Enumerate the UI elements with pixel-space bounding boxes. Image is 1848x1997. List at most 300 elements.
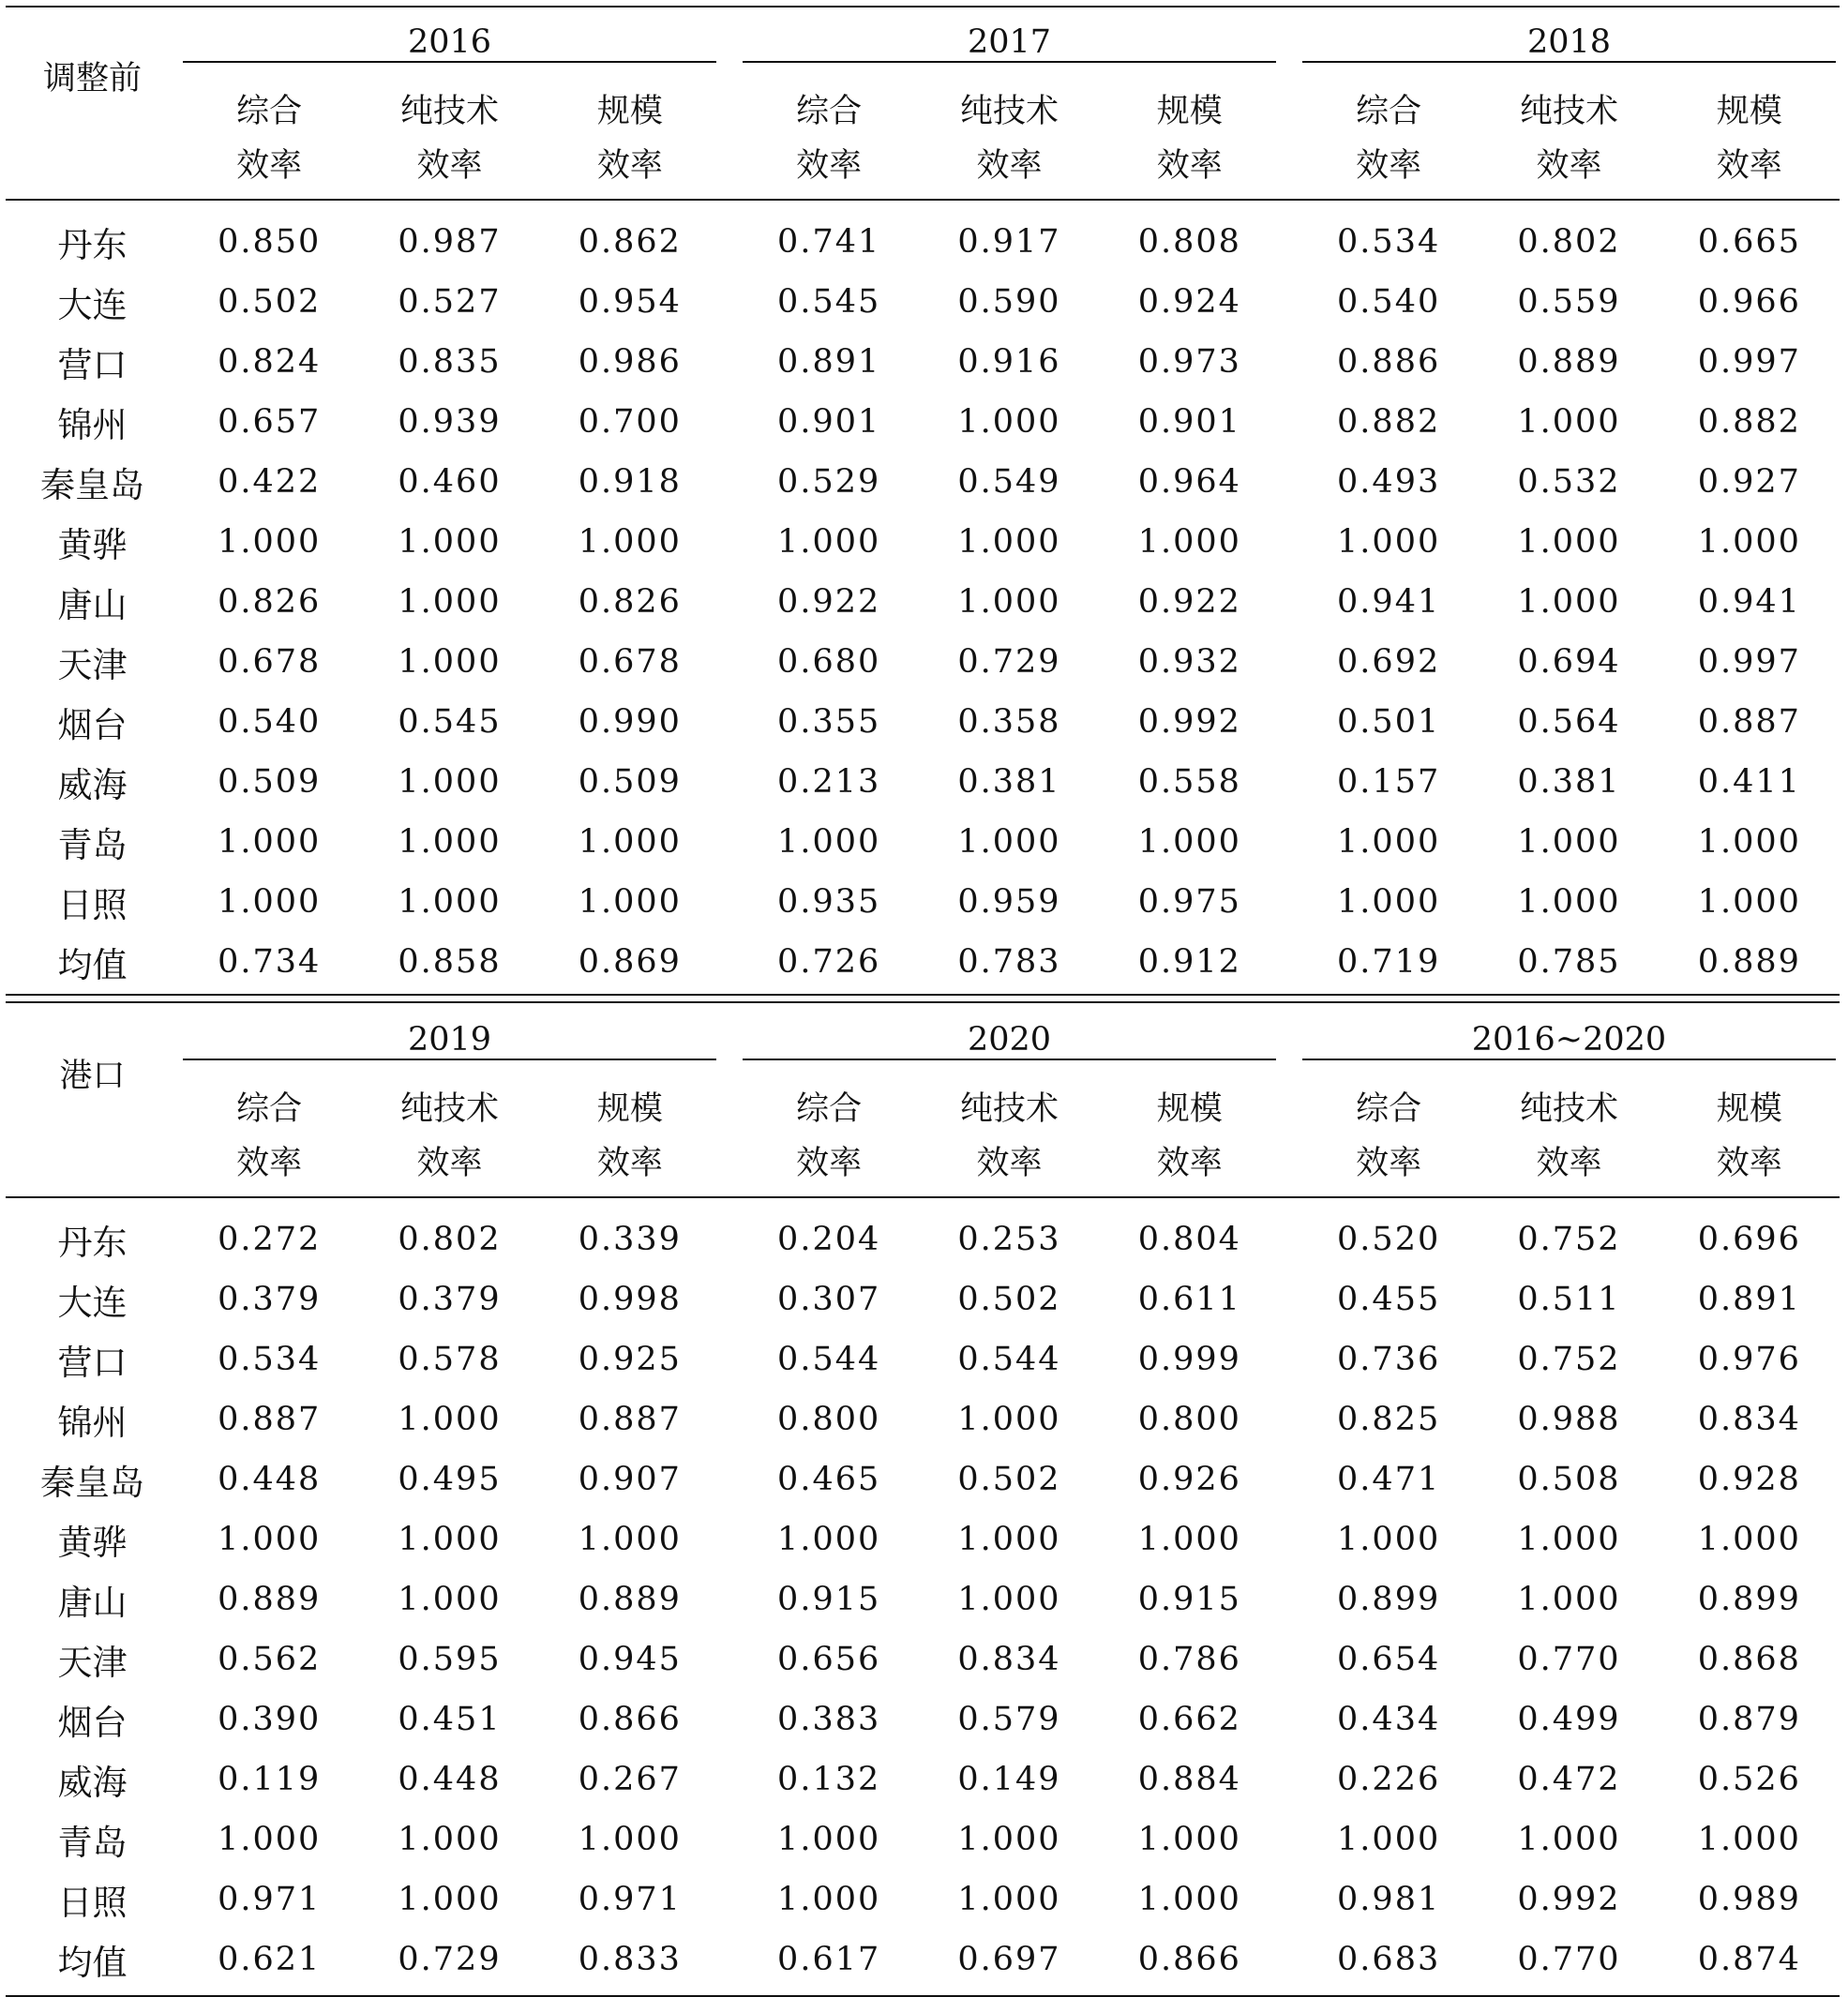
- group-gap: [1280, 692, 1299, 752]
- value-cell: 0.529: [777, 463, 881, 501]
- group-gap: [1280, 1749, 1299, 1809]
- metric-header-line1: 综合: [796, 1090, 863, 1128]
- value-cell: 0.451: [398, 1701, 502, 1738]
- value-cell: 0.617: [777, 1941, 881, 1978]
- value-cell: 0.526: [1697, 1761, 1801, 1798]
- group-gap: [1280, 272, 1299, 332]
- value-cell: 1.000: [1517, 883, 1621, 921]
- metric-header: [1100, 1076, 1280, 1197]
- group-gap: [720, 332, 739, 392]
- value-cell: 0.132: [777, 1761, 881, 1798]
- value-cell: 0.662: [1137, 1701, 1241, 1738]
- group-gap: [1280, 512, 1299, 572]
- port-name-cell: 日照: [57, 1883, 128, 1923]
- value-cell: 0.916: [957, 343, 1061, 381]
- group-gap: [720, 512, 739, 572]
- value-cell: 0.545: [777, 283, 881, 321]
- group-gap: [1280, 812, 1299, 872]
- metric-header-line2: 效率: [1536, 147, 1602, 185]
- value-cell: 0.785: [1517, 943, 1621, 981]
- value-cell: 0.683: [1337, 1941, 1441, 1978]
- value-cell: 0.149: [957, 1761, 1061, 1798]
- metric-header-line2: 效率: [796, 147, 863, 185]
- table-row: [6, 332, 1840, 392]
- group-gap: [1280, 1005, 1299, 1076]
- metric-header-line2: 效率: [796, 1145, 863, 1182]
- metric-header: [1299, 1076, 1479, 1197]
- metric-header-line1: 规模: [1716, 1090, 1782, 1128]
- value-cell: 0.729: [957, 643, 1061, 681]
- value-cell: 0.680: [777, 643, 881, 681]
- group-gap: [720, 572, 739, 632]
- value-cell: 0.540: [1337, 283, 1441, 321]
- table-row: [6, 1389, 1840, 1449]
- metric-header-line2: 效率: [976, 1145, 1043, 1182]
- group-gap: [720, 1269, 739, 1329]
- value-cell: 1.000: [578, 1821, 682, 1858]
- value-cell: 0.700: [578, 403, 682, 441]
- value-cell: 0.726: [777, 943, 881, 981]
- value-cell: 1.000: [218, 523, 322, 561]
- metric-header: [359, 1076, 539, 1197]
- group-gap: [1280, 1569, 1299, 1629]
- value-cell: 0.922: [777, 583, 881, 621]
- efficiency-table: [6, 1005, 1840, 1989]
- table-row: [6, 1869, 1840, 1929]
- table-row: [6, 1689, 1840, 1749]
- value-cell: 0.964: [1137, 463, 1241, 501]
- table-row: [6, 692, 1840, 752]
- metric-header: [179, 79, 359, 200]
- value-cell: 0.990: [578, 703, 682, 741]
- panel-2019-2020-overall: [6, 1005, 1840, 1989]
- value-cell: 0.226: [1337, 1761, 1441, 1798]
- metric-header-line1: 规模: [1156, 93, 1223, 130]
- group-gap: [720, 812, 739, 872]
- value-cell: 0.941: [1697, 583, 1801, 621]
- value-cell: 0.339: [578, 1221, 682, 1258]
- value-cell: 1.000: [1697, 883, 1801, 921]
- value-cell: 1.000: [1517, 1521, 1621, 1558]
- group-gap: [720, 1749, 739, 1809]
- port-name-cell: 丹东: [57, 225, 128, 265]
- table-row: [6, 512, 1840, 572]
- value-cell: 0.562: [218, 1641, 322, 1678]
- metric-header-line2: 效率: [976, 147, 1043, 185]
- value-cell: 0.989: [1697, 1881, 1801, 1918]
- metric-header-line2: 效率: [1356, 147, 1422, 185]
- value-cell: 0.886: [1337, 343, 1441, 381]
- year-label: 2019: [183, 1021, 716, 1060]
- group-gap: [720, 8, 739, 79]
- year-header: [1299, 8, 1840, 79]
- value-cell: 0.532: [1517, 463, 1621, 501]
- value-cell: 0.887: [578, 1401, 682, 1438]
- table-row: [6, 452, 1840, 512]
- metric-header: [1299, 79, 1479, 200]
- metric-header-row: [6, 79, 1840, 200]
- port-name-cell: 锦州: [57, 405, 128, 445]
- group-gap: [1280, 572, 1299, 632]
- metric-header-line1: 综合: [1356, 1090, 1422, 1128]
- value-cell: 0.935: [777, 883, 881, 921]
- value-cell: 0.508: [1517, 1461, 1621, 1498]
- group-gap: [1280, 79, 1299, 200]
- port-name-cell: 营口: [57, 1343, 128, 1383]
- port-name-cell: 均值: [57, 945, 128, 985]
- value-cell: 0.889: [218, 1581, 322, 1618]
- value-cell: 1.000: [1337, 1521, 1441, 1558]
- port-name-cell: 秦皇岛: [40, 465, 144, 505]
- year-label: 2017: [743, 23, 1276, 63]
- table-row: [6, 632, 1840, 692]
- metric-header: [919, 1076, 1099, 1197]
- value-cell: 1.000: [957, 1881, 1061, 1918]
- port-name-cell: 均值: [57, 1943, 128, 1983]
- value-cell: 0.887: [218, 1401, 322, 1438]
- value-cell: 0.509: [218, 763, 322, 801]
- value-cell: 1.000: [777, 523, 881, 561]
- metric-header: [919, 79, 1099, 200]
- group-gap: [1280, 1629, 1299, 1689]
- value-cell: 1.000: [218, 1821, 322, 1858]
- metric-header-line1: 纯技术: [959, 1090, 1059, 1128]
- value-cell: 0.915: [1137, 1581, 1241, 1618]
- metric-header: [739, 79, 919, 200]
- value-cell: 0.455: [1337, 1281, 1441, 1318]
- value-cell: 0.973: [1137, 343, 1241, 381]
- table-row: [6, 1329, 1840, 1389]
- row-label-header: 港口: [6, 1005, 179, 1197]
- value-cell: 0.734: [218, 943, 322, 981]
- group-gap: [720, 1449, 739, 1509]
- value-cell: 0.654: [1337, 1641, 1441, 1678]
- value-cell: 0.460: [398, 463, 502, 501]
- value-cell: 0.544: [777, 1341, 881, 1378]
- table-row: [6, 1269, 1840, 1329]
- value-cell: 1.000: [1337, 1821, 1441, 1858]
- group-gap: [720, 692, 739, 752]
- value-cell: 1.000: [1697, 1821, 1801, 1858]
- value-cell: 1.000: [578, 883, 682, 921]
- value-cell: 1.000: [1517, 1581, 1621, 1618]
- value-cell: 0.889: [578, 1581, 682, 1618]
- value-cell: 0.866: [1137, 1941, 1241, 1978]
- value-cell: 0.499: [1517, 1701, 1621, 1738]
- value-cell: 0.945: [578, 1641, 682, 1678]
- value-cell: 0.783: [957, 943, 1061, 981]
- efficiency-table: [6, 8, 1840, 992]
- value-cell: 0.422: [218, 463, 322, 501]
- value-cell: 0.879: [1697, 1701, 1801, 1738]
- value-cell: 0.866: [578, 1701, 682, 1738]
- value-cell: 1.000: [398, 1821, 502, 1858]
- value-cell: 0.752: [1517, 1341, 1621, 1378]
- metric-header-line1: 规模: [1716, 93, 1782, 130]
- value-cell: 0.987: [398, 223, 502, 261]
- value-cell: 0.998: [578, 1281, 682, 1318]
- value-cell: 0.434: [1337, 1701, 1441, 1738]
- port-name-cell: 青岛: [57, 1823, 128, 1863]
- metric-header-line2: 效率: [1716, 1145, 1782, 1182]
- value-cell: 0.899: [1337, 1581, 1441, 1618]
- group-gap: [1280, 1449, 1299, 1509]
- value-cell: 1.000: [1517, 523, 1621, 561]
- value-cell: 0.926: [1137, 1461, 1241, 1498]
- value-cell: 0.912: [1137, 943, 1241, 981]
- group-gap: [720, 392, 739, 452]
- value-cell: 1.000: [218, 823, 322, 861]
- year-header: [1299, 1005, 1840, 1076]
- group-gap: [720, 1929, 739, 1989]
- value-cell: 1.000: [578, 823, 682, 861]
- efficiency-table-wrapper: [6, 6, 1840, 1997]
- metric-header-row: [6, 1076, 1840, 1197]
- value-cell: 0.564: [1517, 703, 1621, 741]
- value-cell: 1.000: [398, 523, 502, 561]
- value-cell: 0.825: [1337, 1401, 1441, 1438]
- group-gap: [1280, 1197, 1299, 1269]
- value-cell: 0.800: [1137, 1401, 1241, 1438]
- value-cell: 0.834: [1697, 1401, 1801, 1438]
- metric-header: [739, 1076, 919, 1197]
- metric-header-line1: 纯技术: [399, 93, 499, 130]
- group-gap: [1280, 1869, 1299, 1929]
- panel-divider-double-rule: [6, 994, 1840, 1003]
- year-header-row: [6, 1005, 1840, 1076]
- value-cell: 0.381: [1517, 763, 1621, 801]
- metric-header-line1: 综合: [236, 1090, 303, 1128]
- port-name-cell: 烟台: [57, 705, 128, 745]
- table-row: [6, 1197, 1840, 1269]
- value-cell: 1.000: [398, 1401, 502, 1438]
- metric-header-line1: 纯技术: [1519, 93, 1618, 130]
- metric-header: [1660, 79, 1840, 200]
- metric-header-line1: 综合: [236, 93, 303, 130]
- group-gap: [1280, 200, 1299, 272]
- value-cell: 0.465: [777, 1461, 881, 1498]
- value-cell: 1.000: [1337, 823, 1441, 861]
- value-cell: 0.549: [957, 463, 1061, 501]
- value-cell: 1.000: [398, 883, 502, 921]
- year-header: [739, 8, 1280, 79]
- metric-header-line2: 效率: [416, 1145, 483, 1182]
- value-cell: 1.000: [957, 823, 1061, 861]
- metric-header-line2: 效率: [1356, 1145, 1422, 1182]
- value-cell: 1.000: [398, 1581, 502, 1618]
- value-cell: 0.922: [1137, 583, 1241, 621]
- metric-header: [1479, 1076, 1659, 1197]
- value-cell: 0.997: [1697, 343, 1801, 381]
- port-name-cell: 日照: [57, 885, 128, 925]
- table-row: [6, 200, 1840, 272]
- value-cell: 0.988: [1517, 1401, 1621, 1438]
- group-gap: [720, 932, 739, 992]
- value-cell: 1.000: [398, 643, 502, 681]
- year-header: [739, 1005, 1280, 1076]
- value-cell: 0.770: [1517, 1641, 1621, 1678]
- value-cell: 0.901: [1137, 403, 1241, 441]
- value-cell: 0.939: [398, 403, 502, 441]
- port-name-cell: 黄骅: [57, 1523, 128, 1563]
- value-cell: 0.545: [398, 703, 502, 741]
- value-cell: 1.000: [1137, 1821, 1241, 1858]
- value-cell: 0.448: [218, 1461, 322, 1498]
- value-cell: 0.511: [1517, 1281, 1621, 1318]
- group-gap: [720, 1329, 739, 1389]
- value-cell: 1.000: [1137, 1521, 1241, 1558]
- value-cell: 0.527: [398, 283, 502, 321]
- port-name-cell: 黄骅: [57, 525, 128, 565]
- value-cell: 0.992: [1517, 1881, 1621, 1918]
- table-row: [6, 812, 1840, 872]
- table-row: [6, 392, 1840, 452]
- value-cell: 1.000: [398, 763, 502, 801]
- table-row: [6, 872, 1840, 932]
- panel-2016-2018: [6, 8, 1840, 992]
- port-name-cell: 天津: [57, 1643, 128, 1683]
- metric-header-line2: 效率: [1156, 1145, 1223, 1182]
- value-cell: 0.381: [957, 763, 1061, 801]
- metric-header-line1: 纯技术: [399, 1090, 499, 1128]
- port-name-cell: 大连: [57, 1283, 128, 1323]
- group-gap: [720, 272, 739, 332]
- value-cell: 0.595: [398, 1641, 502, 1678]
- value-cell: 0.882: [1697, 403, 1801, 441]
- metric-header-line1: 规模: [1156, 1090, 1223, 1128]
- metric-header: [540, 1076, 720, 1197]
- value-cell: 1.000: [1517, 583, 1621, 621]
- port-name-cell: 天津: [57, 645, 128, 685]
- value-cell: 0.800: [777, 1401, 881, 1438]
- group-gap: [1280, 1329, 1299, 1389]
- value-cell: 0.770: [1517, 1941, 1621, 1978]
- value-cell: 0.383: [777, 1701, 881, 1738]
- value-cell: 0.826: [218, 583, 322, 621]
- value-cell: 0.975: [1137, 883, 1241, 921]
- group-gap: [1280, 1929, 1299, 1989]
- value-cell: 0.889: [1517, 343, 1621, 381]
- value-cell: 1.000: [1337, 523, 1441, 561]
- group-gap: [1280, 1509, 1299, 1569]
- port-name-cell: 威海: [57, 1763, 128, 1803]
- metric-header-line1: 综合: [796, 93, 863, 130]
- table-row: [6, 1509, 1840, 1569]
- value-cell: 0.932: [1137, 643, 1241, 681]
- metric-header-line1: 纯技术: [1519, 1090, 1618, 1128]
- value-cell: 0.901: [777, 403, 881, 441]
- table-row: [6, 1749, 1840, 1809]
- table-row: [6, 1629, 1840, 1689]
- table-row: [6, 1449, 1840, 1509]
- value-cell: 1.000: [218, 1521, 322, 1558]
- metric-header-line1: 规模: [596, 93, 663, 130]
- group-gap: [720, 1569, 739, 1629]
- port-name-cell: 丹东: [57, 1223, 128, 1263]
- value-cell: 0.502: [957, 1281, 1061, 1318]
- value-cell: 0.390: [218, 1701, 322, 1738]
- value-cell: 1.000: [398, 1881, 502, 1918]
- metric-header: [1660, 1076, 1840, 1197]
- metric-header: [179, 1076, 359, 1197]
- table-row: [6, 1929, 1840, 1989]
- value-cell: 0.411: [1697, 763, 1801, 801]
- value-cell: 0.862: [578, 223, 682, 261]
- value-cell: 0.986: [578, 343, 682, 381]
- value-cell: 0.999: [1137, 1341, 1241, 1378]
- group-gap: [1280, 1269, 1299, 1329]
- group-gap: [720, 1005, 739, 1076]
- value-cell: 0.971: [578, 1881, 682, 1918]
- value-cell: 0.884: [1137, 1761, 1241, 1798]
- group-gap: [720, 1869, 739, 1929]
- value-cell: 0.534: [1337, 223, 1441, 261]
- group-gap: [720, 1076, 739, 1197]
- group-gap: [720, 1197, 739, 1269]
- value-cell: 0.501: [1337, 703, 1441, 741]
- value-cell: 0.915: [777, 1581, 881, 1618]
- value-cell: 0.907: [578, 1461, 682, 1498]
- value-cell: 1.000: [1137, 1881, 1241, 1918]
- metric-header: [359, 79, 539, 200]
- value-cell: 0.678: [218, 643, 322, 681]
- value-cell: 0.559: [1517, 283, 1621, 321]
- table-row: [6, 752, 1840, 812]
- value-cell: 1.000: [777, 1881, 881, 1918]
- value-cell: 0.802: [1517, 223, 1621, 261]
- value-cell: 0.954: [578, 283, 682, 321]
- value-cell: 0.379: [218, 1281, 322, 1318]
- port-name-cell: 烟台: [57, 1703, 128, 1743]
- value-cell: 0.924: [1137, 283, 1241, 321]
- value-cell: 1.000: [957, 1521, 1061, 1558]
- year-header: [179, 1005, 720, 1076]
- group-gap: [1280, 932, 1299, 992]
- value-cell: 0.157: [1337, 763, 1441, 801]
- value-cell: 0.579: [957, 1701, 1061, 1738]
- value-cell: 0.981: [1337, 1881, 1441, 1918]
- metric-header-line2: 效率: [596, 1145, 663, 1182]
- value-cell: 1.000: [777, 1521, 881, 1558]
- value-cell: 0.697: [957, 1941, 1061, 1978]
- group-gap: [1280, 752, 1299, 812]
- group-gap: [720, 452, 739, 512]
- value-cell: 0.868: [1697, 1641, 1801, 1678]
- value-cell: 0.927: [1697, 463, 1801, 501]
- value-cell: 0.493: [1337, 463, 1441, 501]
- table-row: [6, 1809, 1840, 1869]
- value-cell: 0.495: [398, 1461, 502, 1498]
- value-cell: 0.804: [1137, 1221, 1241, 1258]
- value-cell: 1.000: [398, 1521, 502, 1558]
- group-gap: [1280, 452, 1299, 512]
- value-cell: 0.471: [1337, 1461, 1441, 1498]
- group-gap: [720, 200, 739, 272]
- value-cell: 0.899: [1697, 1581, 1801, 1618]
- value-cell: 1.000: [1697, 1521, 1801, 1558]
- group-gap: [1280, 332, 1299, 392]
- group-gap: [720, 79, 739, 200]
- row-label-header: 调整前: [6, 8, 179, 200]
- group-gap: [1280, 8, 1299, 79]
- table-row: [6, 572, 1840, 632]
- value-cell: 0.997: [1697, 643, 1801, 681]
- value-cell: 0.976: [1697, 1341, 1801, 1378]
- metric-header: [1100, 79, 1280, 200]
- value-cell: 0.694: [1517, 643, 1621, 681]
- value-cell: 0.272: [218, 1221, 322, 1258]
- value-cell: 0.678: [578, 643, 682, 681]
